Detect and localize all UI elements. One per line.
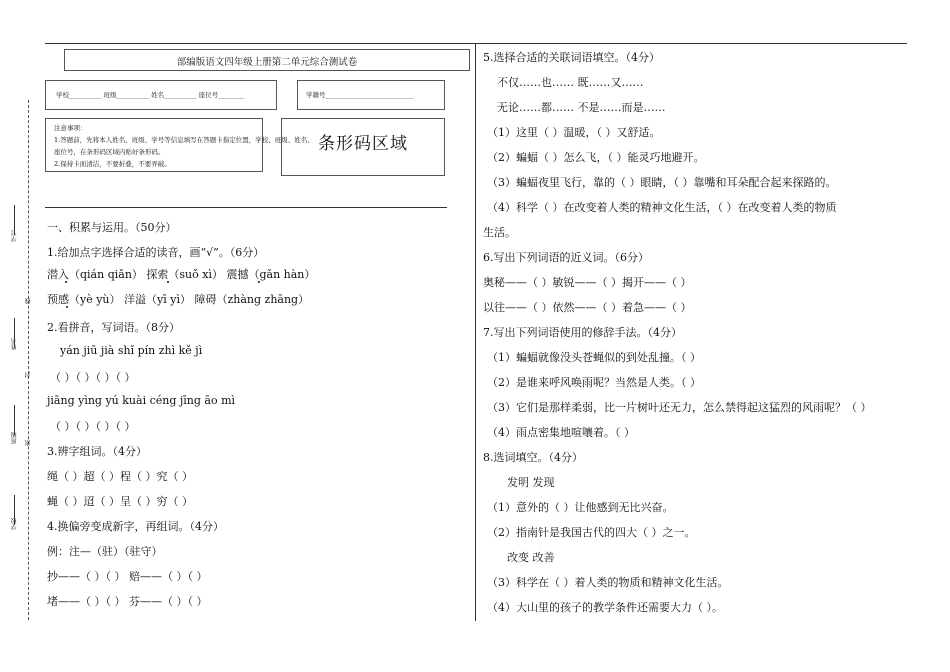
binding-blank-3 [14,405,15,435]
q7-item-1: （1）蝙蝠就像没头苍蝇似的到处乱撞。（ ） [487,351,701,364]
binding-line [28,100,29,620]
q8-item-3: （3）科学在（ ）着人类的物质和精神文化生活。 [487,576,729,589]
q4-row-1: 抄——（ ）（ ） 赔——（ ）（ ） [47,570,208,583]
q7-heading: 7.写出下列词语使用的修辞手法。（4分） [483,326,682,339]
q1-row-2: 预感（yè yù） 洋溢（yī yì） 障碍（zhàng zhāng） [47,293,310,306]
q6-row-1: 奥秘——（ ）敏锐——（ ）揭开——（ ） [483,276,692,289]
binding-blank-2 [14,318,15,348]
emphasis-dot [167,281,169,283]
q8-item-1: （1）意外的（ ）让他感到无比兴奋。 [487,501,674,514]
q5-item-3: （3）蝙蝠夜里飞行，靠的（ ）眼睛，（ ）靠嘴和耳朵配合起来探路的。 [487,176,837,189]
title-box [64,49,470,71]
q4-row-2: 堵——（ ）（ ） 芬——（ ）（ ） [47,595,208,608]
q2-pinyin-2: jiāng yìng yú kuài céng jīng āo mì [47,394,236,407]
info-box [45,80,277,110]
notice-line-3: 2.保持卡面清洁，不要折叠，不要弄破。 [54,160,171,168]
top-rule [45,43,907,44]
notice-line-1: 1.答题前，先将本人姓名、班级、学号等信息填写在答题卡指定位置，学校、班级、姓名、 [54,136,314,144]
q8-item-2: （2）指南针是我国古代的四大（ ）之一。 [487,526,696,539]
binding-seal-mark: 封 [25,372,32,378]
q7-item-4: （4）雨点密集地喧嚷着。（ ） [487,426,635,439]
q8-options-1: 发明 发现 [507,476,555,489]
page-title: 部编版语文四年级上册第二单元综合测试卷 [176,57,358,68]
q5-options-1: 不仅……也…… 既……又…… [497,76,644,89]
q5-item-2: （2）蝙蝠（ ）怎么飞，（ ）能灵巧地避开。 [487,151,705,164]
binding-label-name: 姓名 [11,338,18,350]
student-no-box [297,80,445,110]
section-separator [45,207,447,208]
binding-label-class: 班级 [11,432,18,444]
notice-line-2: 座位号，在条形码区域内贴好条形码。 [54,148,165,156]
student-no-field: 学籍号___________________________ [306,91,414,99]
q2-blanks-2: （ ）（ ）（ ）（ ） [50,420,136,433]
binding-line-mark: 线 [25,298,32,304]
q5-item-1: （1）这里（ ）温暖，（ ）又舒适。 [487,126,661,139]
q6-heading: 6.写出下列词语的近义词。（6分） [483,251,649,264]
emphasis-dot [65,281,67,283]
q4-heading: 4.换偏旁变成新字，再组词。（4分） [47,520,224,533]
q2-pinyin-1: yán jiū jià shǐ pín zhì kě jì [60,344,203,357]
q3-heading: 3.辨字组词。（4分） [47,445,147,458]
barcode-box [281,118,445,176]
info-fields: 学校__________ 班级__________ 姓名__________ 座位号________ [56,91,245,99]
binding-blank-4 [14,495,15,525]
section-1-heading: 一、积累与运用。（50分） [47,221,177,234]
q3-row-1: 绳（ ）超（ ）程（ ）究（ ） [47,470,193,483]
q2-blanks-1: （ ）（ ）（ ）（ ） [50,371,136,384]
q1-row-1: 潜入（qián qiǎn） 探索（suǒ xì） 震撼（gǎn hàn） [47,268,316,281]
q8-item-4: （4）大山里的孩子的教学条件还需要大力（ ）。 [487,601,723,614]
q1-heading: 1.给加点字选择合适的读音，画“√”。（6分） [47,246,265,259]
q3-row-2: 蝇（ ）迢（ ）呈（ ）穷（ ） [47,495,193,508]
q8-options-2: 改变 改善 [507,551,555,564]
binding-label-student-no: 学号 [11,230,18,242]
q5-heading: 5.选择合适的关联词语填空。（4分） [483,51,660,64]
binding-tight-mark: 密 [25,440,32,446]
q7-item-3: （3）它们是那样柔弱，比一片树叶还无力，怎么禁得起这猛烈的风雨呢？（ ） [487,401,872,414]
q6-row-2: 以往——（ ）依然——（ ）着急——（ ） [483,301,692,314]
binding-label-school: 学校 [11,518,18,530]
q5-item-4: （4）科学（ ）在改变着人类的精神文化生活，（ ）在改变着人类的物质 [487,201,837,214]
emphasis-dot [258,281,260,283]
binding-blank-1 [14,205,15,235]
q5-item-4-cont: 生活。 [483,226,516,239]
q5-options-2: 无论……都…… 不是……而是…… [497,101,666,114]
center-divider [475,43,476,621]
emphasis-dot [66,306,68,308]
q2-heading: 2.看拼音，写词语。（8分） [47,321,180,334]
notice-heading: 注意事项： [54,124,87,132]
q4-example: 例：注—（驻）（驻守） [47,545,163,558]
notice-box [45,118,314,172]
q7-item-2: （2）是谁来呼风唤雨呢？当然是人类。（ ） [487,376,701,389]
barcode-label: 条形码区域 [318,134,408,154]
q8-heading: 8.选词填空。（4分） [483,451,583,464]
